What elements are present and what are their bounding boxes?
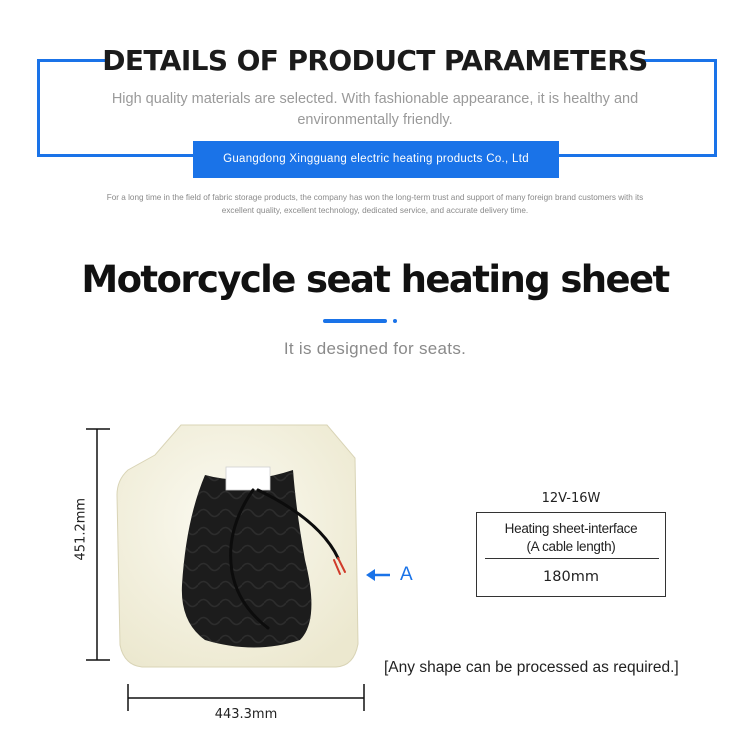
details-subtitle: High quality materials are selected. With fashionable appearance, it is healthy and environmentally friendly.	[111, 91, 639, 128]
details-heading: DETAILS OF PRODUCT PARAMETERS	[102, 44, 648, 77]
heating-pad	[182, 470, 312, 648]
height-dimension-label: 451.2mm	[73, 497, 89, 561]
width-dimension-label: 443.3mm	[214, 707, 278, 722]
spec-value: 180mm	[543, 569, 599, 585]
spec-label-line1: Heating sheet-interface	[504, 521, 638, 536]
label-patch	[226, 467, 270, 490]
product-tagline: It is designed for seats.	[283, 339, 467, 358]
arrow-left-icon	[366, 569, 390, 581]
spec-label-line2: (A cable length)	[526, 539, 616, 554]
custom-shape-note: [Any shape can be processed as required.]	[384, 659, 679, 676]
spec-label	[477, 520, 665, 556]
spec-divider	[485, 558, 659, 559]
height-dimension-line	[86, 429, 110, 660]
cable-marker-a: A	[400, 564, 413, 585]
company-blurb: For a long time in the field of fabric storage products, the company has won the long-term trust and support of many foreign brand customers with its excellent quality, excellent technology, dedicated service, and accurate delivery time.	[106, 193, 644, 215]
spec-table	[476, 512, 666, 597]
company-banner: Guangdong Xingguang electric heating products Co., Ltd	[193, 141, 559, 178]
product-title: Motorcycle seat heating sheet	[81, 258, 669, 301]
spec-voltage: 12V-16W	[541, 491, 601, 506]
